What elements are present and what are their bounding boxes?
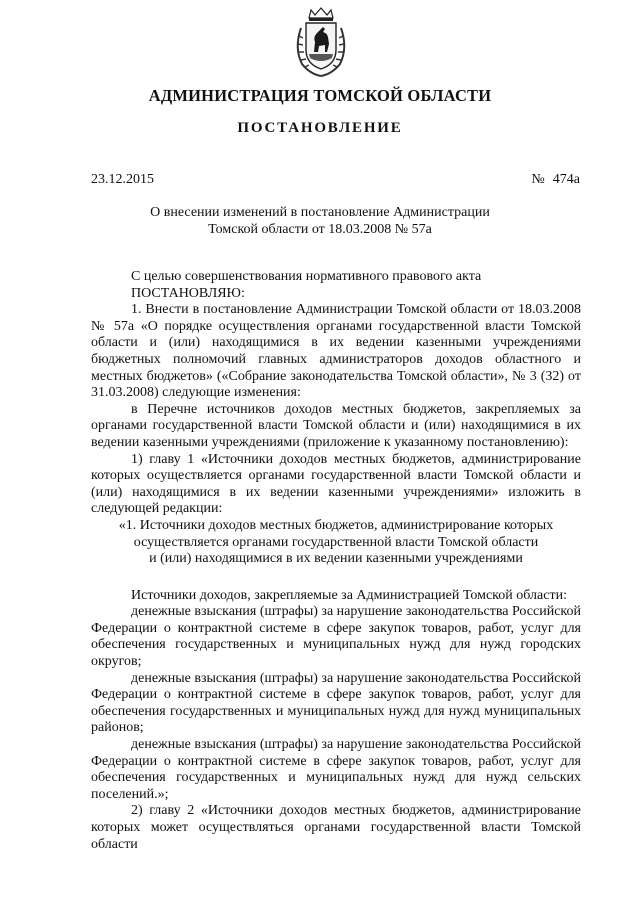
subitem-1-paragraph: 1) главу 1 «Источники доходов местных бюджетов, администрирование которых осуществляется органами государственной власти Томской области и (или) находящимися в их ведении казенными учреждениями» изложить в следующей редакции: bbox=[91, 451, 581, 517]
tomsk-coat-of-arms-icon bbox=[292, 6, 350, 78]
document-subject bbox=[0, 205, 640, 238]
subitem-2-paragraph: 2) главу 2 «Источники доходов местных бюджетов, администрирование которых может осуществляться органами государственной власти Томской области bbox=[91, 803, 581, 852]
chapter-title-line-3: и (или) находящимися в их ведении казенными учреждениями bbox=[149, 551, 523, 567]
paragraph-gap bbox=[91, 568, 581, 588]
sources-intro-paragraph: Источники доходов, закрепляемые за Администрацией Томской области: bbox=[131, 587, 567, 603]
document-date: 23.12.2015 bbox=[91, 172, 154, 187]
subject-line-2: Томской области от 18.03.2008 № 57а bbox=[208, 221, 432, 237]
fine-paragraph-1: денежные взыскания (штрафы) за нарушение законодательства Российской Федерации о контрактной системе в сфере закупок товаров, работ, услуг для обеспечения государственных и муниципальных нужд для нужд городских округов; bbox=[91, 604, 581, 670]
document-type: ПОСТАНОВЛЕНИЕ bbox=[237, 120, 403, 136]
chapter-1-title bbox=[91, 518, 581, 568]
organization-name: АДМИНИСТРАЦИЯ ТОМСКОЙ ОБЛАСТИ bbox=[148, 86, 492, 105]
decree-word: ПОСТАНОВЛЯЮ: bbox=[131, 285, 245, 301]
number-value: 474а bbox=[552, 172, 580, 187]
chapter-title-line-1: «1. Источники доходов местных бюджетов, администрирование которых bbox=[118, 517, 554, 533]
purpose-paragraph: С целью совершенствования нормативного правового акта bbox=[131, 269, 482, 284]
fine-paragraph-3: денежные взыскания (штрафы) за нарушение законодательства Российской Федерации о контрактной системе в сфере закупок товаров, работ, услуг для обеспечения государственных и муниципальных нужд для нужд сельских поселений.»; bbox=[91, 737, 581, 802]
item-1-intro-paragraph: в Перечне источников доходов местных бюджетов, закрепляемых за органами государственной власти Томской области и (или) находящимися в их ведении казенными учреждениями (приложение к указанному постановлению): bbox=[91, 401, 581, 450]
chapter-title-line-2: осуществляется органами государственной власти Томской области bbox=[133, 534, 539, 550]
item-1-paragraph: 1. Внести в постановление Администрации Томской области от 18.03.2008 № 57а «О порядке осуществления органами государственной власти Томской области и (или) находящимися в их ведении казенными учреждениями бюджетных полномочий главных администраторов доходов областного и местных бюджетов» («Собрание законодательства Томской области», № 3 (32) от 31.03.2008) следующие изменения: bbox=[91, 302, 581, 401]
fine-paragraph-2: денежные взыскания (штрафы) за нарушение законодательства Российской Федерации о контрактной системе в сфере закупок товаров, работ, услуг для обеспечения государственных и муниципальных нужд для нужд муниципальных районов; bbox=[91, 670, 581, 736]
document-body bbox=[91, 269, 581, 853]
document-number bbox=[531, 172, 580, 188]
number-sign: № bbox=[531, 172, 545, 187]
subject-line-1: О внесении изменений в постановление Администрации bbox=[150, 205, 490, 220]
